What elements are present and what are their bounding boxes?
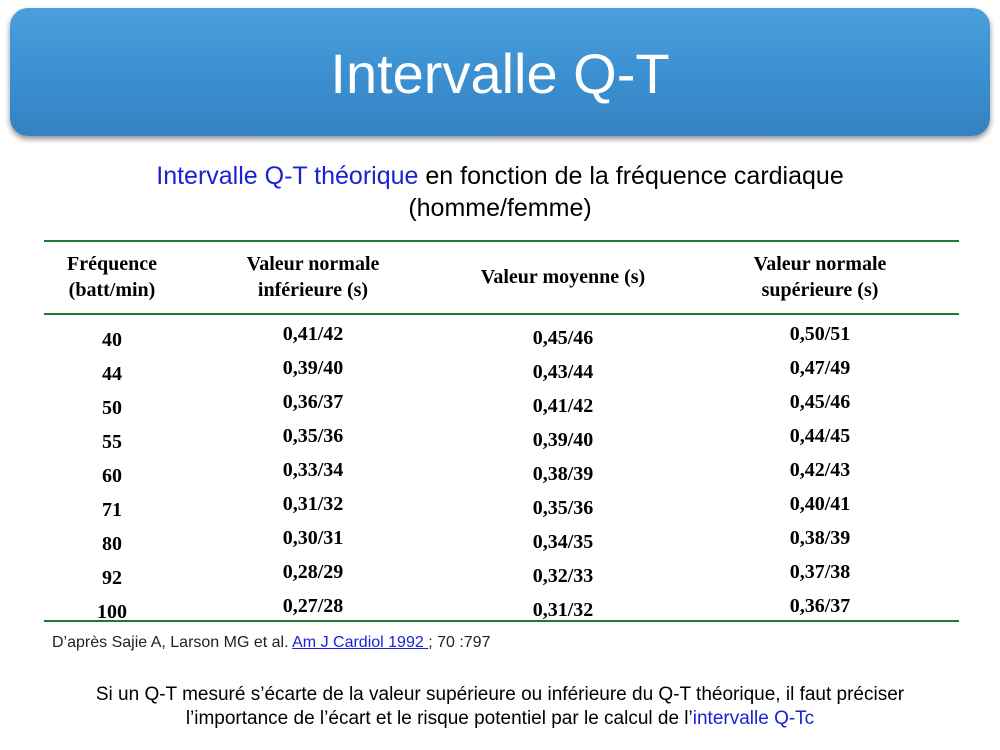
table-cell: 0,38/39 (789, 527, 851, 549)
source-link[interactable]: Am J Cardiol 1992 (292, 634, 429, 651)
table-cell: 0,27/28 (282, 595, 344, 617)
header-frequence (32, 240, 192, 314)
table-cell: 0,31/32 (282, 493, 344, 515)
table-cell: 0,50/51 (789, 323, 851, 345)
header-line: supérieure (s) (761, 279, 879, 301)
table-cell: 0,35/36 (282, 425, 344, 447)
table-cell: 0,40/41 (789, 493, 851, 515)
header-valeur-inferieure (203, 240, 423, 314)
header-line: (batt/min) (68, 279, 156, 301)
source-suffix: ; 70 :797 (428, 634, 491, 651)
header-line: Valeur normale (753, 253, 887, 275)
table-cell: 0,45/46 (532, 327, 594, 349)
cell-frequence: 80 (102, 533, 122, 555)
footer-line2: l’importance de l’écart et le risque potentiel par le calcul de l’ (185, 708, 693, 729)
header-valeur-moyenne (443, 240, 683, 314)
table-cell: 0,39/40 (282, 357, 344, 379)
table-cell: 0,38/39 (532, 463, 594, 485)
cell-frequence: 71 (102, 499, 122, 521)
table-cell: 0,31/32 (532, 599, 594, 621)
table-cell: 0,30/31 (282, 527, 344, 549)
cell-frequence: 60 (102, 465, 122, 487)
footer-link[interactable]: intervalle Q-Tc (692, 708, 815, 729)
table-cell: 0,37/38 (789, 561, 851, 583)
table-cell: 0,32/33 (532, 565, 594, 587)
header-line: Fréquence (67, 253, 157, 275)
table-cell: 0,36/37 (282, 391, 344, 413)
table-cell: 0,44/45 (789, 425, 851, 447)
table-cell: 0,41/42 (282, 323, 344, 345)
table-cell: 0,41/42 (532, 395, 594, 417)
cell-frequence: 55 (102, 431, 122, 453)
subtitle-text: en fonction de la fréquence cardiaque (418, 162, 844, 190)
subtitle (60, 160, 940, 224)
header-line: Valeur normale (246, 253, 380, 275)
table-cell: 0,35/36 (532, 497, 594, 519)
table-cell: 0,42/43 (789, 459, 851, 481)
source-prefix: D’après Sajie A, Larson MG et al. (52, 634, 293, 651)
footer-note (10, 683, 990, 731)
subtitle-link[interactable]: Intervalle Q-T théorique (156, 162, 419, 190)
title-banner (10, 8, 990, 136)
cell-frequence: 44 (102, 363, 122, 385)
header-line: inférieure (s) (257, 279, 369, 301)
source-citation (52, 632, 490, 654)
cell-frequence: 100 (97, 601, 127, 623)
header-valeur-superieure (700, 240, 940, 314)
table-cell: 0,43/44 (532, 361, 594, 383)
cell-frequence: 92 (102, 567, 122, 589)
header-line: Valeur moyenne (s) (480, 266, 646, 288)
table-cell: 0,36/37 (789, 595, 851, 617)
footer-line1: Si un Q-T mesuré s’écarte de la valeur supérieure ou inférieure du Q-T théorique, il faut préciser (95, 684, 905, 705)
table-cell: 0,33/34 (282, 459, 344, 481)
table-cell: 0,45/46 (789, 391, 851, 413)
table-cell: 0,47/49 (789, 357, 851, 379)
table-cell: 0,34/35 (532, 531, 594, 553)
table-cell: 0,28/29 (282, 561, 344, 583)
page-title: Intervalle Q-T (330, 42, 670, 105)
table-cell: 0,39/40 (532, 429, 594, 451)
cell-frequence: 40 (102, 329, 122, 351)
subtitle-line2: (homme/femme) (408, 194, 592, 222)
cell-frequence: 50 (102, 397, 122, 419)
